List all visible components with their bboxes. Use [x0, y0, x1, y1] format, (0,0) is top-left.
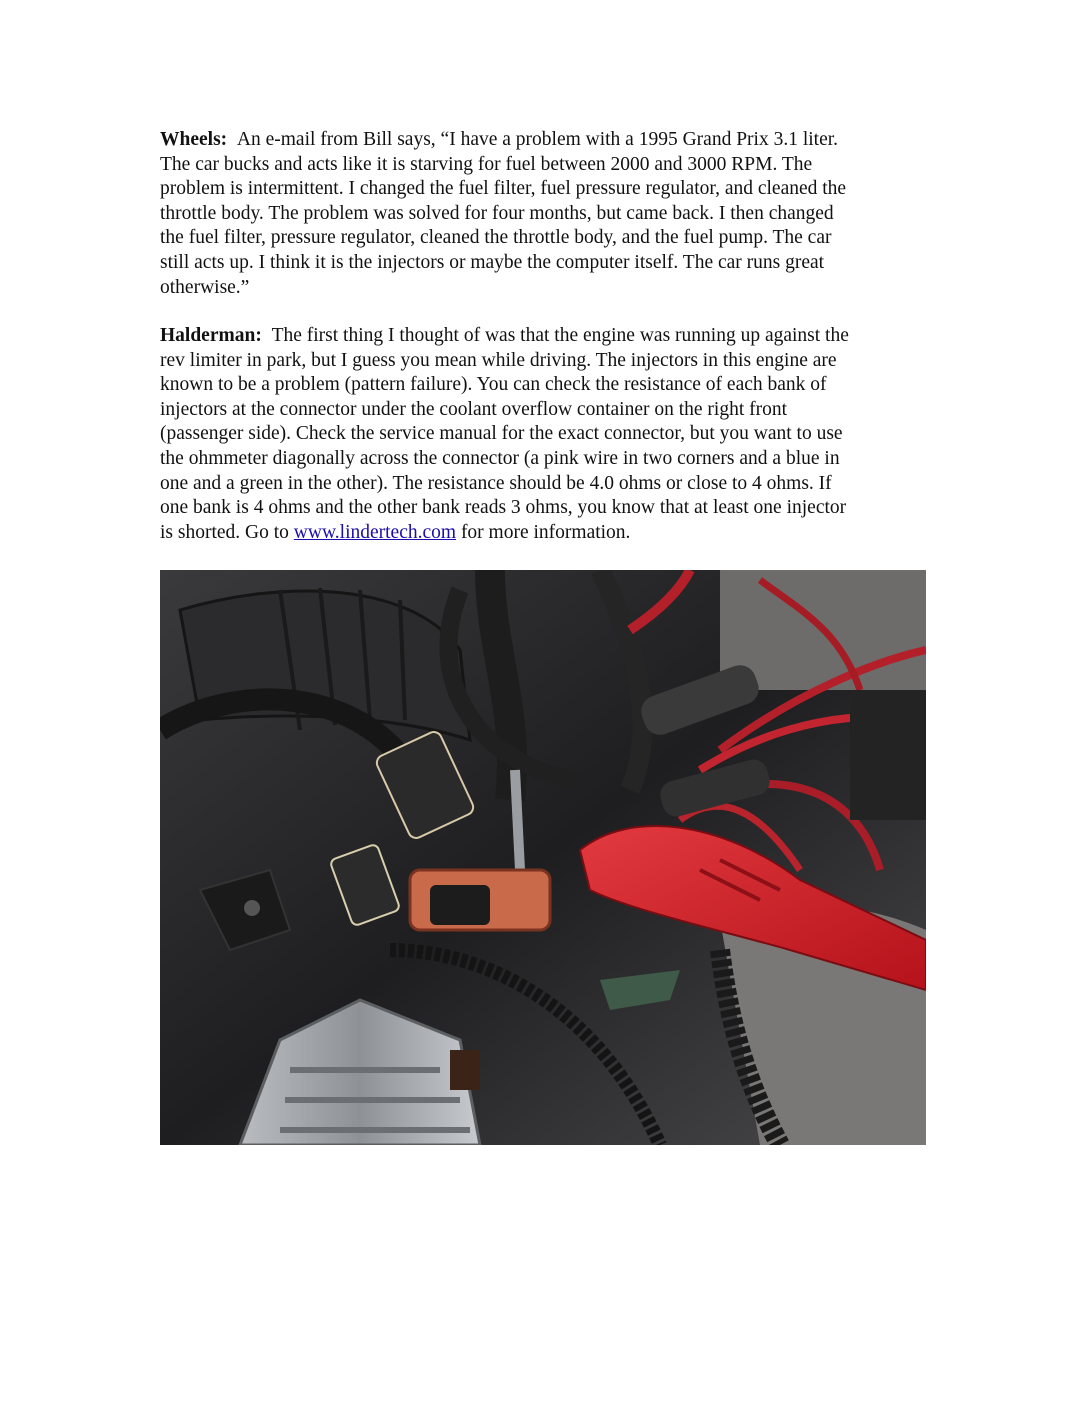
lindertech-link[interactable]: www.lindertech.com — [293, 521, 457, 543]
wheels-lead: Wheels: — [160, 129, 228, 150]
halderman-line-3: known to be a problem (pattern failure). You can check the resistance of each bank of — [160, 374, 827, 396]
wheels-line-5: the fuel filter, pressure regulator, cleaned the throttle body, and the fuel pump. The car — [160, 227, 832, 249]
wheels-line-1 — [160, 128, 930, 153]
wheels-line-6: still acts up. I think it is the injectors or maybe the computer itself. The car runs great — [160, 251, 825, 273]
halderman-line-2: rev limiter in park, but I guess you mean while driving. The injectors in this engine are — [160, 349, 837, 371]
halderman-lead: Halderman: — [160, 325, 262, 346]
halderman-line-6: the ohmmeter diagonally across the connector (a pink wire in two corners and a blue in — [160, 447, 840, 469]
halderman-last-after: for more information. — [460, 521, 631, 543]
wheels-line-3: problem is intermittent. I changed the fuel filter, fuel pressure regulator, and cleaned the — [160, 178, 847, 200]
halderman-line-4: injectors at the connector under the coolant overflow container on the right front — [160, 398, 788, 420]
halderman-text-1: The first thing I thought of was that the engine was running up against the — [271, 325, 849, 346]
wheels-line-4: throttle body. The problem was solved for four months, but came back. I then changed — [160, 202, 834, 224]
halderman-line-1 — [160, 324, 930, 349]
wheels-line-7: otherwise.” — [160, 276, 250, 298]
halderman-paragraph — [160, 324, 930, 545]
wheels-text-1: An e-mail from Bill says, “I have a problem with a 1995 Grand Prix 3.1 liter. — [236, 129, 839, 150]
wheels-paragraph — [160, 128, 930, 300]
halderman-last-before: is shorted. Go to — [160, 521, 289, 543]
engine-photo — [160, 570, 926, 1145]
halderman-line-7: one and a green in the other). The resistance should be 4.0 ohms or close to 4 ohms. If — [160, 472, 832, 494]
wheels-line-2: The car bucks and acts like it is starving for fuel between 2000 and 3000 RPM. The — [160, 153, 813, 175]
halderman-line-8: one bank is 4 ohms and the other bank reads 3 ohms, you know that at least one injector — [160, 497, 847, 519]
halderman-line-5: (passenger side). Check the service manual for the exact connector, but you want to use — [160, 423, 843, 445]
halderman-line-9 — [160, 521, 930, 546]
